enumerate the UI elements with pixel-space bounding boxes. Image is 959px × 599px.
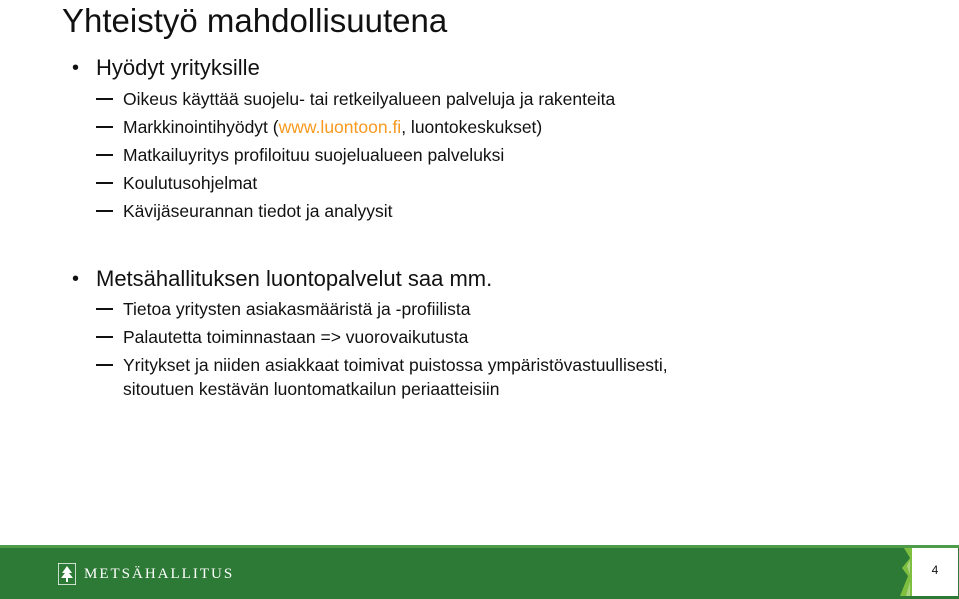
sub-item-text	[123, 116, 542, 138]
sub-item-text-after: , luontokeskukset)	[401, 117, 543, 137]
dash-icon	[96, 308, 113, 310]
sub-item-text: Oikeus käyttää suojelu- tai retkeilyalueen palveluja ja rakenteita	[123, 89, 616, 109]
dash-icon	[96, 154, 113, 156]
bullet-icon: •	[72, 57, 80, 79]
sub-item-text: Tietoa yritysten asiakasmääristä ja -profiilista	[123, 299, 471, 319]
sub-item-text: Palautetta toiminnastaan => vuorovaikutusta	[123, 327, 469, 347]
sub-item-text: Matkailuyritys profiloituu suojelualueen palveluksi	[123, 145, 505, 165]
bullet-icon: •	[72, 268, 80, 290]
heading-text: Hyödyt yrityksille	[96, 55, 260, 80]
dash-icon	[96, 210, 113, 212]
sub-item-text: Koulutusohjelmat	[123, 173, 258, 193]
sub-item-text-line2: sitoutuen kestävän luontomatkailun periaatteisiin	[123, 379, 500, 399]
dash-icon	[96, 126, 113, 128]
dash-icon	[96, 336, 113, 338]
sub-item-text-line1: Yritykset ja niiden asiakkaat toimivat puistossa ympäristövastuullisesti,	[123, 355, 668, 375]
slide-title: Yhteistyö mahdollisuutena	[62, 2, 448, 39]
dash-icon	[96, 182, 113, 184]
metsahallitus-tree-logo-icon	[58, 563, 76, 585]
footer-stripe	[0, 545, 959, 548]
dash-icon	[96, 364, 113, 366]
sub-item-text-before: Markkinointihyödyt (	[123, 117, 279, 137]
metsahallitus-logo	[58, 562, 234, 586]
luontoon-link[interactable]: www.luontoon.fi	[278, 117, 402, 137]
heading-text: Metsähallituksen luontopalvelut saa mm.	[96, 266, 493, 291]
dash-icon	[96, 98, 113, 100]
footer-corner-decoration	[888, 548, 912, 596]
page-number-box	[910, 548, 958, 596]
sub-item-text: Kävijäseurannan tiedot ja analyysit	[123, 201, 393, 221]
logo-text: METSÄHALLITUS	[84, 566, 235, 582]
page-number: 4	[931, 563, 939, 577]
